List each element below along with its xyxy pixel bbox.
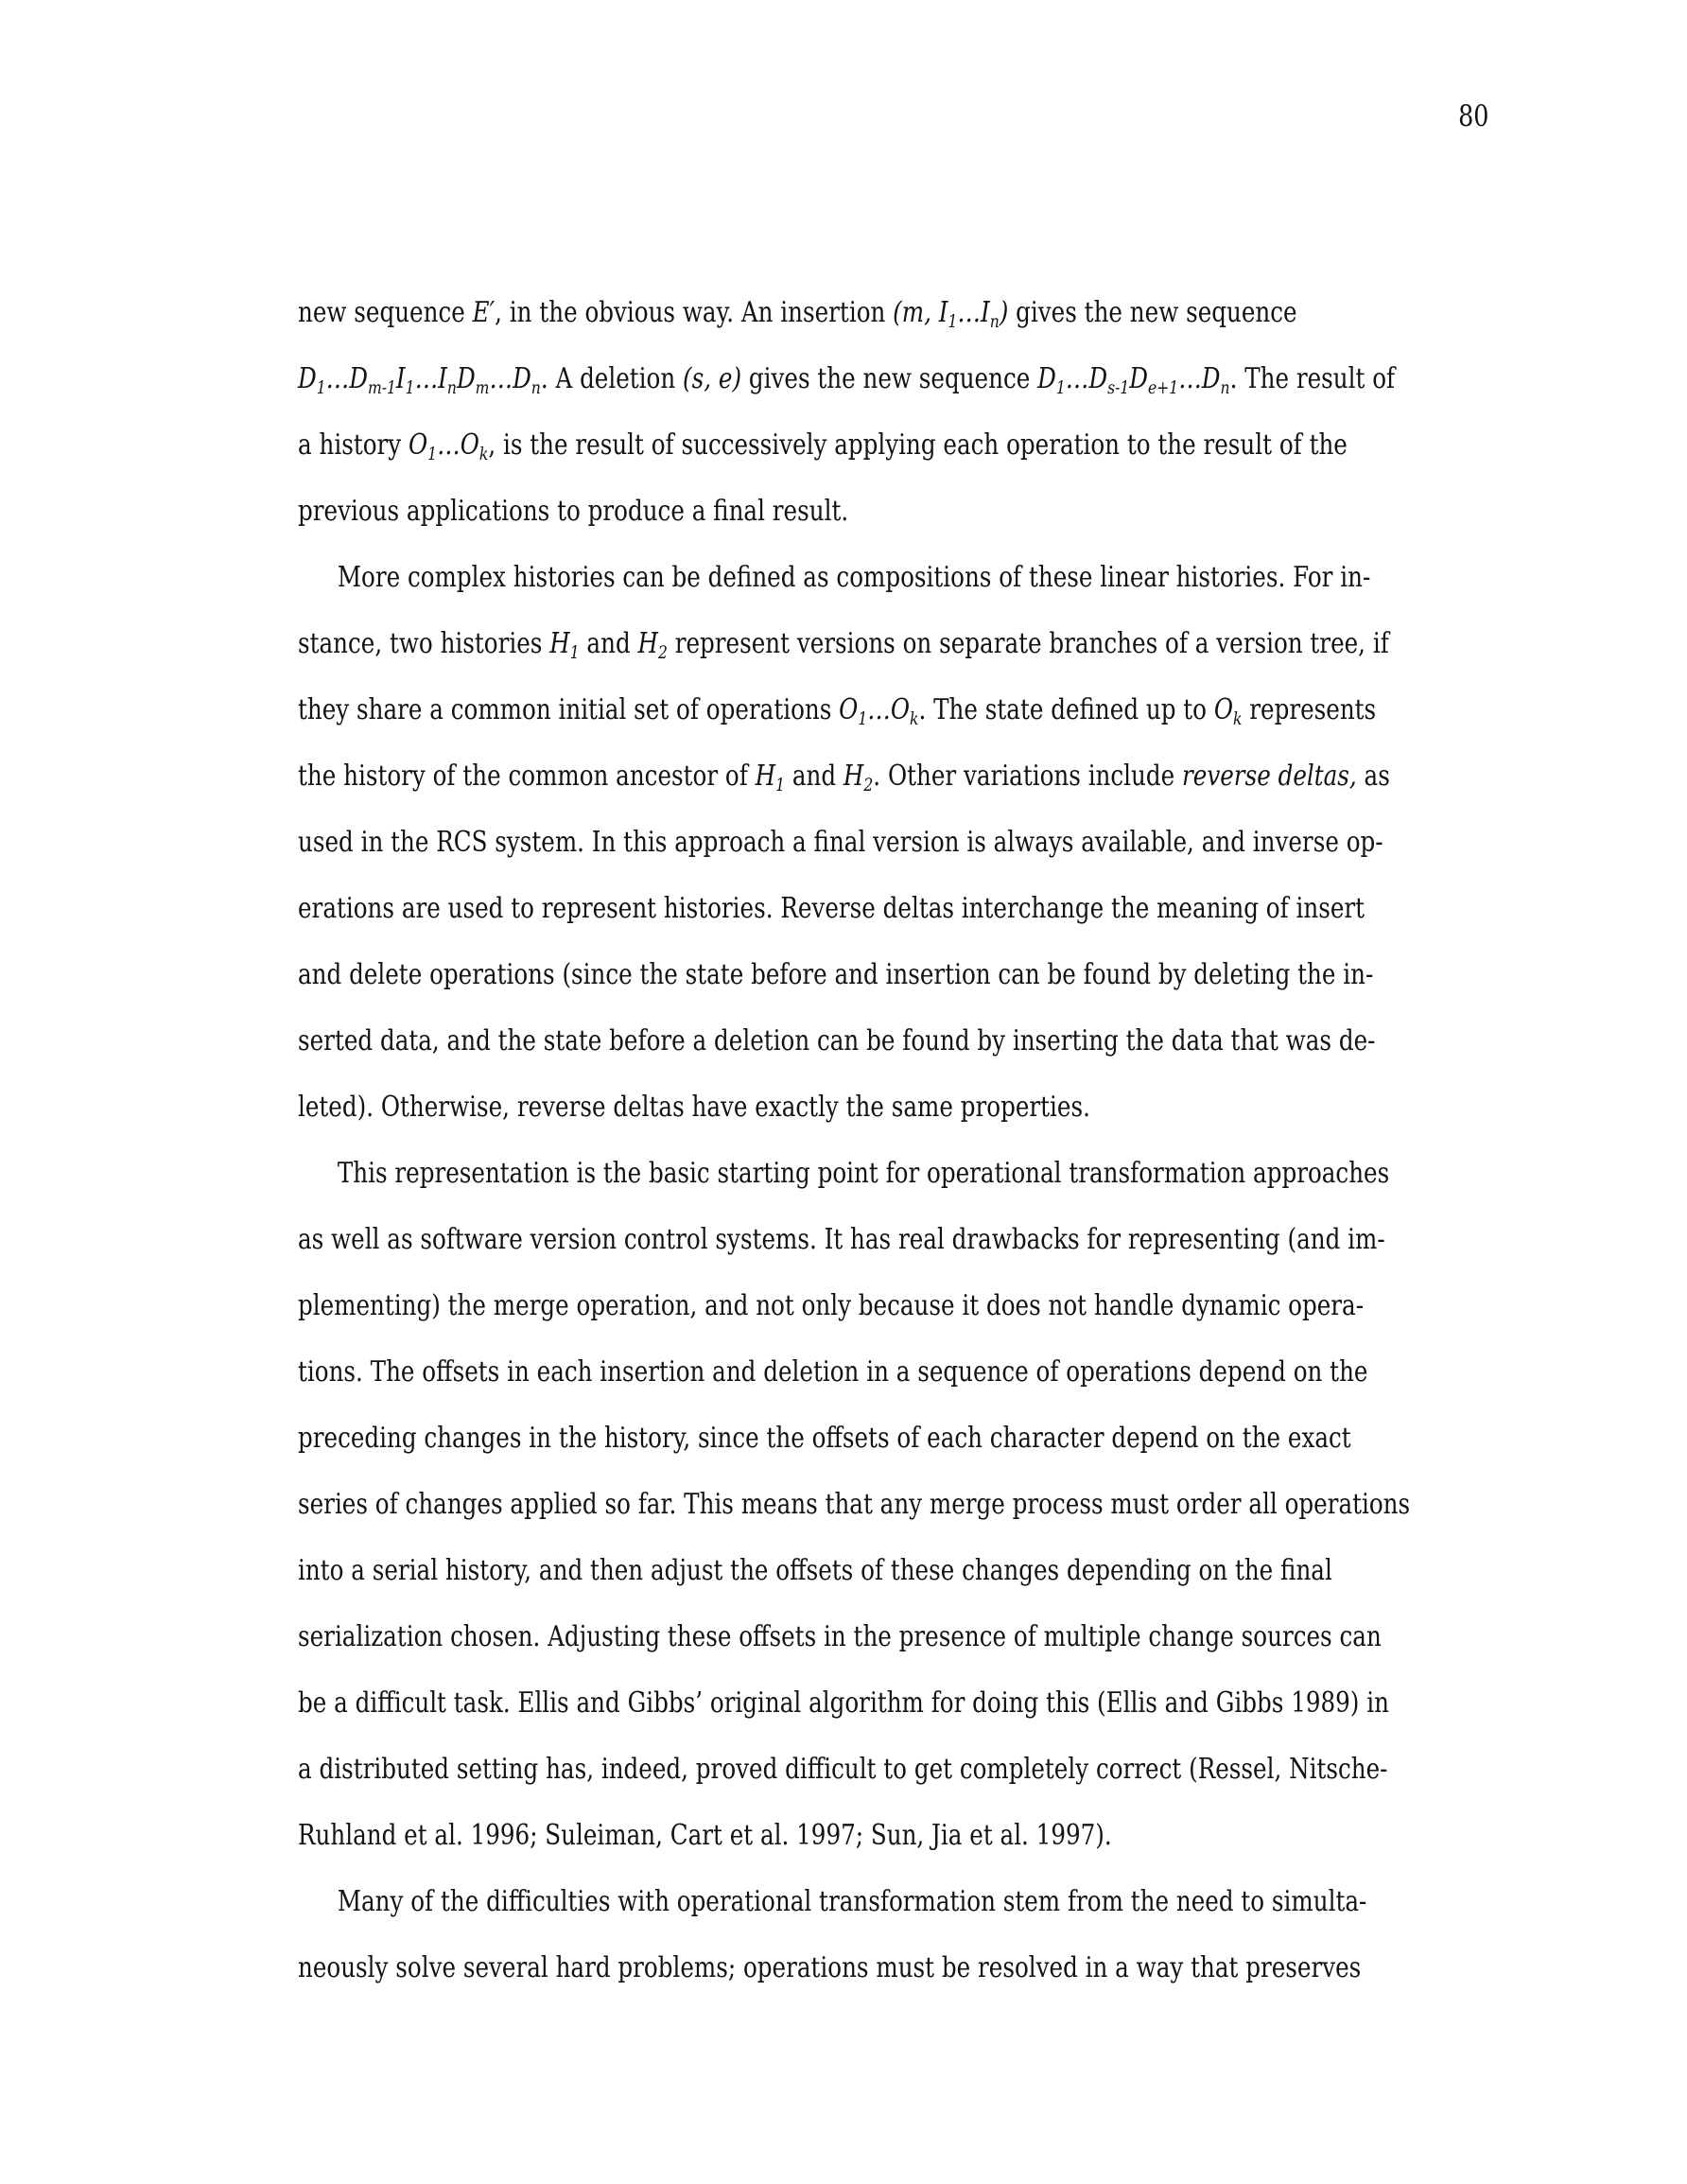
text-segment: 1 xyxy=(775,775,786,795)
text-segment: 1 xyxy=(316,377,326,398)
text-segment: into a serial history, and then adjust the offsets of these changes depending on the final xyxy=(298,1554,1332,1587)
text-segment: new sequence xyxy=(298,296,473,329)
text-line xyxy=(298,810,1486,876)
text-segment: , in the obvious way. An insertion xyxy=(495,296,894,329)
text-line xyxy=(298,1869,1486,1935)
text-segment: …D xyxy=(1178,362,1221,395)
text-segment: Many of the difficulties with operational transformation stem from the need to simulta- xyxy=(337,1885,1367,1918)
text-segment: series of changes applied so far. This means that any merge process must order all operations xyxy=(298,1488,1411,1521)
text-line xyxy=(298,1339,1486,1406)
text-segment: 1 xyxy=(948,311,958,332)
text-segment: ) xyxy=(999,296,1009,329)
text-segment: stance, two histories xyxy=(298,627,550,660)
text-segment: H xyxy=(843,760,864,793)
text-segment: 1 xyxy=(427,444,438,464)
text-line xyxy=(298,1935,1486,2001)
text-line xyxy=(298,1075,1486,1141)
text-line xyxy=(298,1670,1486,1737)
text-segment: O xyxy=(409,428,428,462)
text-segment: 1 xyxy=(858,708,868,729)
text-segment: used in the RCS system. In this approach a final version is always available, and inverse op- xyxy=(298,826,1383,859)
text-segment: tions. The offsets in each insertion and deletion in a sequence of operations depend on the xyxy=(298,1355,1368,1389)
text-line xyxy=(298,1737,1486,1803)
text-line xyxy=(298,479,1486,545)
text-segment: serted data, and the state before a deletion can be found by inserting the data that was de- xyxy=(298,1024,1376,1057)
text-segment: …I xyxy=(414,362,447,395)
text-segment: gives the new sequence xyxy=(1008,296,1297,329)
text-segment: n xyxy=(989,311,1000,332)
text-segment: 1 xyxy=(569,642,580,663)
text-line xyxy=(298,942,1486,1008)
text-line xyxy=(298,1141,1486,1207)
text-segment: , is the result of successively applying each operation to the result of the xyxy=(488,428,1348,462)
text-segment: leted). Otherwise, reverse deltas have exactly the same properties. xyxy=(298,1091,1090,1124)
text-segment: (m, I xyxy=(893,296,948,329)
text-segment: plementing) the merge operation, and not only because it does not handle dynamic opera- xyxy=(298,1289,1365,1322)
text-segment: D xyxy=(298,362,317,395)
text-segment: k xyxy=(910,708,919,729)
text-segment: …O xyxy=(437,428,479,462)
text-segment: O xyxy=(1213,693,1233,726)
text-segment: I xyxy=(395,362,406,395)
text-segment: m-1 xyxy=(367,377,396,398)
text-segment: s-1 xyxy=(1107,377,1130,398)
text-segment: . The result of xyxy=(1229,362,1396,395)
text-segment: E′ xyxy=(472,296,496,329)
text-segment: e+1 xyxy=(1148,377,1179,398)
text-segment: they share a common initial set of operations xyxy=(298,693,840,726)
page-number: 80 xyxy=(1457,99,1488,133)
text-segment: and xyxy=(785,760,844,793)
text-segment: H xyxy=(549,627,570,660)
text-segment: …D xyxy=(325,362,368,395)
text-line xyxy=(298,1803,1486,1869)
text-segment: k xyxy=(1232,708,1243,729)
text-segment: . The state defined up to xyxy=(918,693,1214,726)
text-segment: n xyxy=(530,377,541,398)
text-line xyxy=(298,677,1486,743)
text-segment: k xyxy=(478,444,489,464)
text-segment: 2 xyxy=(863,775,874,795)
text-segment: the history of the common ancestor of xyxy=(298,760,756,793)
text-segment: n xyxy=(446,377,457,398)
text-segment: and xyxy=(579,627,638,660)
text-segment: previous applications to produce a final result. xyxy=(298,495,849,528)
text-segment: and delete operations (since the state before and insertion can be found by deleting the in- xyxy=(298,958,1374,991)
text-line xyxy=(298,1538,1486,1604)
text-segment: represent versions on separate branches of a version tree, if xyxy=(667,627,1389,660)
text-line xyxy=(298,743,1486,810)
text-segment: O xyxy=(839,693,859,726)
text-segment: 1 xyxy=(1055,377,1066,398)
text-line xyxy=(298,412,1486,479)
text-segment: 2 xyxy=(657,642,668,663)
text-segment: as xyxy=(1356,760,1390,793)
text-segment: be a difficult task. Ellis and Gibbs’ original algorithm for doing this (Ellis and Gibbs 1989) in xyxy=(298,1686,1389,1720)
body-text xyxy=(298,280,1486,2001)
text-line xyxy=(298,1273,1486,1339)
text-segment: Ruhland et al. 1996; Suleiman, Cart et al. 1997; Sun, Jia et al. 1997). xyxy=(298,1819,1112,1852)
text-segment: H xyxy=(755,760,776,793)
text-segment: H xyxy=(637,627,658,660)
text-segment: a history xyxy=(298,428,409,462)
text-segment: (s, e) xyxy=(683,362,742,395)
text-segment: erations are used to represent histories. Reverse deltas interchange the meaning of insert xyxy=(298,892,1365,925)
text-segment: a distributed setting has, indeed, proved difficult to get completely correct (Ressel, Nitsche- xyxy=(298,1753,1388,1786)
text-segment: serialization chosen. Adjusting these offsets in the presence of multiple change sources can xyxy=(298,1620,1382,1653)
text-segment: More complex histories can be defined as compositions of these linear histories. For in- xyxy=(337,561,1371,594)
text-line xyxy=(298,1472,1486,1538)
text-line xyxy=(298,1008,1486,1075)
text-segment: 1 xyxy=(405,377,415,398)
text-segment: D xyxy=(456,362,476,395)
text-line xyxy=(298,611,1486,677)
text-line xyxy=(298,346,1486,412)
text-line xyxy=(298,876,1486,942)
text-segment: . A deletion xyxy=(540,362,684,395)
text-segment: n xyxy=(1220,377,1230,398)
text-segment: . Other variations include xyxy=(873,760,1183,793)
text-segment: preceding changes in the history, since the offsets of each character depend on the exact xyxy=(298,1422,1351,1455)
text-line xyxy=(298,1207,1486,1273)
text-segment: D xyxy=(1037,362,1056,395)
text-line xyxy=(298,1604,1486,1670)
text-segment: D xyxy=(1129,362,1149,395)
text-line xyxy=(298,280,1486,346)
text-segment: …O xyxy=(867,693,911,726)
text-segment: as well as software version control systems. It has real drawbacks for representing (and im- xyxy=(298,1223,1385,1256)
text-line xyxy=(298,545,1486,611)
text-segment: This representation is the basic starting point for operational transformation approaches xyxy=(337,1157,1390,1190)
text-segment: m xyxy=(475,377,490,398)
text-segment: represents xyxy=(1242,693,1377,726)
text-segment: reverse deltas, xyxy=(1182,760,1357,793)
text-segment: …I xyxy=(957,296,990,329)
text-segment: …D xyxy=(489,362,531,395)
text-segment: gives the new sequence xyxy=(741,362,1038,395)
text-segment: …D xyxy=(1065,362,1108,395)
text-line xyxy=(298,1406,1486,1472)
text-segment: neously solve several hard problems; operations must be resolved in a way that preserves xyxy=(298,1951,1362,1984)
